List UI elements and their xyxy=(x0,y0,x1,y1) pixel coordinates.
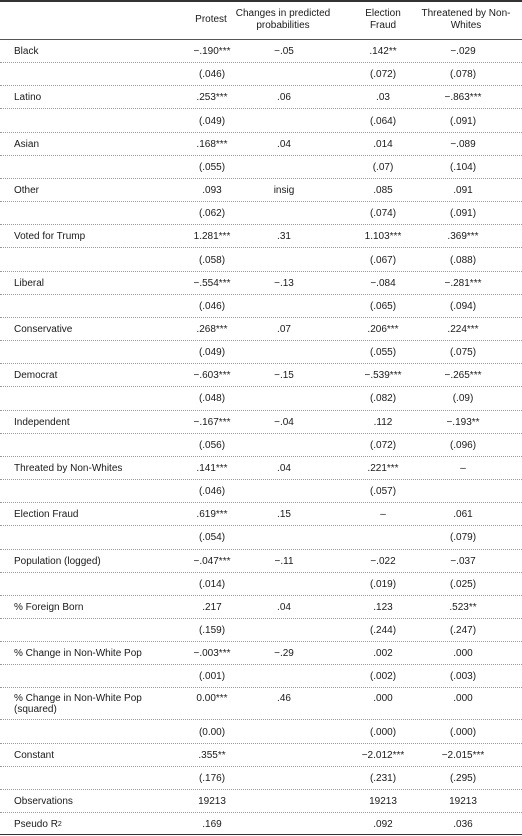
table-cell: .268*** xyxy=(196,323,228,335)
table-cell: −.022 xyxy=(370,555,396,567)
row-label-text: Other xyxy=(14,185,40,197)
row-label xyxy=(14,790,164,813)
table-cell: .092 xyxy=(373,819,393,831)
table-cell: (.019) xyxy=(369,578,397,590)
table-cell: 1.103*** xyxy=(364,231,402,243)
table-cell xyxy=(241,619,327,642)
table-row-se xyxy=(0,387,522,410)
table-row-se xyxy=(0,767,522,790)
table-row xyxy=(0,411,522,434)
table-cell xyxy=(241,480,327,503)
row-label xyxy=(14,387,164,410)
table-cell: −.167*** xyxy=(193,416,231,428)
row-label xyxy=(14,411,164,434)
table-cell: .142** xyxy=(369,46,397,58)
table-cell: (.075) xyxy=(449,347,477,359)
table-cell: – xyxy=(380,509,386,521)
table-cell: (.091) xyxy=(449,115,477,127)
table-cell: (.247) xyxy=(449,625,477,637)
table-cell: −.13 xyxy=(274,277,294,289)
row-label-text: Black xyxy=(14,46,39,58)
header-protest: Protest xyxy=(195,13,227,25)
table-cell: −.863*** xyxy=(444,92,482,104)
row-label xyxy=(14,642,164,665)
table-row xyxy=(0,813,522,836)
table-cell xyxy=(420,480,506,503)
table-row-se xyxy=(0,480,522,503)
table-cell xyxy=(241,790,327,813)
table-cell xyxy=(241,295,327,318)
row-label-text: Population (logged) xyxy=(14,555,101,567)
table-cell: .169 xyxy=(202,819,222,831)
table-cell: .168*** xyxy=(196,138,228,150)
row-label xyxy=(14,109,164,132)
header-election-fraud: Election Fraud xyxy=(365,7,401,31)
table-cell: .014 xyxy=(373,138,393,150)
table-cell: (.065) xyxy=(369,300,397,312)
row-label-text: Threated by Non-Whites xyxy=(14,462,123,474)
table-cell xyxy=(340,526,426,549)
row-label-text: Liberal xyxy=(14,277,45,289)
row-label-text: Pseudo R xyxy=(14,819,58,831)
header-changes-probabilities: Changes in predicted probabilities xyxy=(235,7,331,31)
table-cell: (0.00) xyxy=(198,726,226,738)
table-row-se xyxy=(0,434,522,457)
table-cell: (.046) xyxy=(198,69,226,81)
row-label xyxy=(14,318,164,341)
row-label xyxy=(14,364,164,387)
table-cell xyxy=(241,526,327,549)
table-cell xyxy=(241,720,327,743)
table-cell: .000 xyxy=(453,693,473,705)
table-cell: −.265*** xyxy=(444,370,482,382)
table-cell: (.000) xyxy=(369,726,397,738)
table-cell: .369*** xyxy=(447,231,479,243)
table-cell: −.047*** xyxy=(193,555,231,567)
table-cell xyxy=(241,665,327,688)
table-cell xyxy=(241,202,327,225)
table-cell: (.067) xyxy=(369,254,397,266)
row-label-text: Independent xyxy=(14,416,70,428)
table-cell: −.089 xyxy=(450,138,476,150)
table-cell: (.049) xyxy=(198,347,226,359)
table-cell xyxy=(241,813,327,836)
table-cell: (.09) xyxy=(452,393,474,405)
table-cell: (.046) xyxy=(198,486,226,498)
table-cell: (.074) xyxy=(369,208,397,220)
table-cell xyxy=(241,744,327,767)
table-row-se xyxy=(0,341,522,364)
table-row xyxy=(0,550,522,573)
table-cell: (.064) xyxy=(369,115,397,127)
table-cell: −.11 xyxy=(274,555,294,567)
table-cell: (.096) xyxy=(449,439,477,451)
table-cell: .112 xyxy=(373,416,393,428)
table-cell: (.062) xyxy=(198,208,226,220)
table-cell: .523** xyxy=(449,601,477,613)
table-cell: −.193** xyxy=(446,416,480,428)
table-cell: (.078) xyxy=(449,69,477,81)
row-label-text: Observations xyxy=(14,796,73,808)
table-cell: −.029 xyxy=(450,46,476,58)
table-row-se xyxy=(0,63,522,86)
table-cell xyxy=(241,109,327,132)
table-row-se xyxy=(0,202,522,225)
row-label xyxy=(14,720,164,743)
table-cell: (.057) xyxy=(369,486,397,498)
table-row-se xyxy=(0,248,522,271)
table-cell: −.003*** xyxy=(193,648,231,660)
row-label xyxy=(14,434,164,457)
table-cell: 19213 xyxy=(449,796,477,808)
row-label-text: Constant xyxy=(14,749,55,761)
table-cell: (.001) xyxy=(198,671,226,683)
table-row-se xyxy=(0,619,522,642)
table-cell: (.07) xyxy=(372,161,394,173)
row-label-text: Election Fraud xyxy=(14,509,79,521)
table-cell: .355** xyxy=(198,749,226,761)
table-cell: (.091) xyxy=(449,208,477,220)
table-cell: .04 xyxy=(277,138,291,150)
table-cell: (.295) xyxy=(449,772,477,784)
table-cell: – xyxy=(460,462,466,474)
table-cell: −.539*** xyxy=(364,370,402,382)
row-label xyxy=(14,248,164,271)
table-row-se xyxy=(0,156,522,179)
table-cell: 19213 xyxy=(369,796,397,808)
table-row-se xyxy=(0,295,522,318)
table-cell: (.176) xyxy=(198,772,226,784)
table-cell: .000 xyxy=(373,693,393,705)
table-cell xyxy=(241,341,327,364)
table-cell: .04 xyxy=(277,462,291,474)
row-label xyxy=(14,526,164,549)
table-cell: −.05 xyxy=(274,46,294,58)
row-label xyxy=(14,272,164,295)
table-cell xyxy=(241,248,327,271)
row-label xyxy=(14,179,164,202)
table-cell: .141*** xyxy=(196,462,228,474)
table-cell: −.554*** xyxy=(193,277,231,289)
table-row xyxy=(0,364,522,387)
table-cell: .03 xyxy=(376,92,390,104)
table-cell: (.058) xyxy=(198,254,226,266)
table-cell: .217 xyxy=(202,601,222,613)
table-cell: (.056) xyxy=(198,439,226,451)
table-row xyxy=(0,503,522,526)
table-row xyxy=(0,86,522,109)
table-row xyxy=(0,457,522,480)
table-cell: −.04 xyxy=(274,416,294,428)
row-label xyxy=(14,503,164,526)
table-cell: (.072) xyxy=(369,69,397,81)
table-cell: (.046) xyxy=(198,300,226,312)
table-cell: (.000) xyxy=(449,726,477,738)
table-row xyxy=(0,596,522,619)
table-cell xyxy=(241,387,327,410)
table-row-se xyxy=(0,526,522,549)
row-label-text: Latino xyxy=(14,92,42,104)
row-label xyxy=(14,341,164,364)
table-cell: (.014) xyxy=(198,578,226,590)
table-cell: (.054) xyxy=(198,532,226,544)
table-cell: −.15 xyxy=(274,370,294,382)
row-label xyxy=(14,457,164,480)
row-label xyxy=(14,225,164,248)
table-cell: .46 xyxy=(277,693,291,705)
table-cell: .253*** xyxy=(196,92,228,104)
table-cell: .091 xyxy=(453,185,473,197)
table-cell: (.049) xyxy=(198,115,226,127)
table-cell: (.079) xyxy=(449,532,477,544)
table-cell: .123 xyxy=(373,601,393,613)
row-label xyxy=(14,202,164,225)
table-cell: (.055) xyxy=(369,347,397,359)
table-cell: .000 xyxy=(453,648,473,660)
row-label-text: % Change in Non-White Pop xyxy=(14,648,142,660)
table-cell xyxy=(241,767,327,790)
row-label xyxy=(14,550,164,573)
row-label xyxy=(14,573,164,596)
row-label xyxy=(14,480,164,503)
table-cell: 1.281*** xyxy=(193,231,231,243)
row-label-text: % Change in Non-White Pop (squared) xyxy=(14,693,142,716)
table-cell: (.002) xyxy=(369,671,397,683)
table-cell: .15 xyxy=(277,509,291,521)
row-label xyxy=(14,295,164,318)
table-row xyxy=(0,133,522,156)
table-cell: (.048) xyxy=(198,393,226,405)
table-cell xyxy=(241,434,327,457)
table-cell: (.055) xyxy=(198,161,226,173)
table-cell: .04 xyxy=(277,601,291,613)
table-cell: .221*** xyxy=(367,462,399,474)
row-label-text: % Foreign Born xyxy=(14,601,84,613)
row-label xyxy=(14,86,164,109)
table-cell: 0.00*** xyxy=(196,693,228,705)
table-cell: (.025) xyxy=(449,578,477,590)
table-row-se xyxy=(0,665,522,688)
table-row xyxy=(0,225,522,248)
table-row-se xyxy=(0,720,522,743)
row-label xyxy=(14,744,164,767)
table-cell: .06 xyxy=(277,92,291,104)
table-cell xyxy=(241,573,327,596)
table-row xyxy=(0,688,522,720)
row-label xyxy=(14,767,164,790)
row-label-text: Asian xyxy=(14,138,40,150)
table-row xyxy=(0,744,522,767)
table-row-se xyxy=(0,573,522,596)
table-row xyxy=(0,272,522,295)
table-cell: −2.015*** xyxy=(441,749,485,761)
table-cell: .619*** xyxy=(196,509,228,521)
table-cell: 19213 xyxy=(198,796,226,808)
table-cell: (.088) xyxy=(449,254,477,266)
table-cell: .036 xyxy=(453,819,473,831)
header-threatened-by-non-whites: Threatened by Non-Whites xyxy=(421,7,511,31)
table-cell: .07 xyxy=(277,323,291,335)
row-label-text: Conservative xyxy=(14,323,73,335)
row-label xyxy=(14,665,164,688)
row-label-text: Voted for Trump xyxy=(14,231,86,243)
table-cell: −.190*** xyxy=(193,46,231,58)
table-cell: (.082) xyxy=(369,393,397,405)
row-label: Pseudo R 2 xyxy=(14,819,62,831)
row-label-text: Democrat xyxy=(14,370,58,382)
table-cell: .31 xyxy=(277,231,291,243)
table-cell: −.29 xyxy=(274,648,294,660)
table-cell: insig xyxy=(273,185,295,197)
table-cell: .224*** xyxy=(447,323,479,335)
table-cell: −.037 xyxy=(450,555,476,567)
table-cell: .085 xyxy=(373,185,393,197)
table-cell: .061 xyxy=(453,509,473,521)
row-label xyxy=(14,156,164,179)
table-cell: (.159) xyxy=(198,625,226,637)
table-cell: .206*** xyxy=(367,323,399,335)
table-row xyxy=(0,318,522,341)
table-cell: −2.012*** xyxy=(361,749,405,761)
table-cell: (.094) xyxy=(449,300,477,312)
table-cell: .002 xyxy=(373,648,393,660)
row-label xyxy=(14,688,164,720)
table-cell: (.003) xyxy=(449,671,477,683)
table-cell: −.603*** xyxy=(193,370,231,382)
row-label xyxy=(14,63,164,86)
row-label xyxy=(14,596,164,619)
table-row-se xyxy=(0,109,522,132)
table-row xyxy=(0,642,522,665)
table-cell: .093 xyxy=(202,185,222,197)
table-cell xyxy=(241,156,327,179)
row-label xyxy=(14,619,164,642)
table-cell: −.084 xyxy=(370,277,396,289)
table-cell xyxy=(241,63,327,86)
table-cell: (.244) xyxy=(369,625,397,637)
table-row xyxy=(0,40,522,63)
row-label xyxy=(14,40,164,63)
table-row xyxy=(0,179,522,202)
table-row xyxy=(0,790,522,813)
table-cell: (.104) xyxy=(449,161,477,173)
table-cell: −.281*** xyxy=(444,277,482,289)
row-label xyxy=(14,133,164,156)
table-cell: (.231) xyxy=(369,772,397,784)
table-cell: (.072) xyxy=(369,439,397,451)
